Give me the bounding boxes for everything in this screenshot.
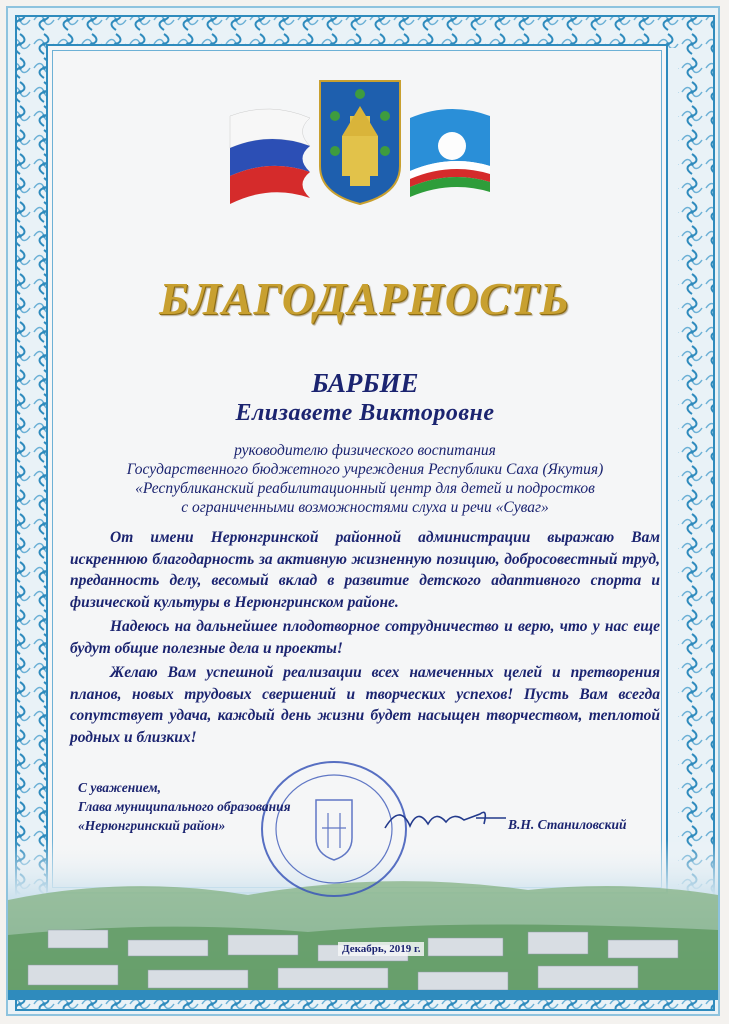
sakha-flag-icon bbox=[410, 109, 490, 197]
emblem-with-flags bbox=[210, 76, 510, 206]
position-line: «Республиканский реабилитационный центр для детей и подростков bbox=[135, 480, 595, 497]
recipient-position bbox=[70, 441, 660, 517]
recipient-name: Елизавете Викторовне bbox=[235, 400, 495, 426]
letter-body bbox=[70, 527, 660, 748]
document-title: БЛАГОДАРНОСТЬ bbox=[159, 273, 570, 324]
body-paragraph: От имени Нерюнгринской районной администрации выражаю Вам искреннюю благодарность за активную жизненную позицию, добросовестный труд, преданность делу, весомый вклад в развитие детского адаптивного спорта и физической культуры в Нерюнгринском районе. bbox=[70, 529, 660, 611]
position-line: руководителю физического воспитания bbox=[234, 442, 496, 459]
signature-line: Глава муниципального образования bbox=[78, 799, 291, 814]
russia-flag-icon bbox=[230, 109, 310, 204]
signature-line: «Нерюнгринский район» bbox=[78, 818, 226, 833]
body-paragraph: Надеюсь на дальнейшее плодотворное сотрудничество и верю, что у нас еще будут общие полезные дела и проекты! bbox=[70, 618, 660, 657]
body-paragraph: Желаю Вам успешной реализации всех намеченных целей и претворения планов, новых трудовых свершений и творческих успехов! Пусть Вам всегда сопутствует удача, каждый день жизни будет насыщен творчеством, теплотой родных и близких! bbox=[70, 664, 660, 746]
position-line: Государственного бюджетного учреждения Республики Саха (Якутия) bbox=[126, 461, 604, 478]
coat-of-arms-icon bbox=[320, 81, 400, 204]
signer-name: В.Н. Станиловский bbox=[508, 817, 627, 832]
signature-line: С уважением, bbox=[78, 780, 162, 795]
recipient-surname: БАРБИЕ bbox=[311, 368, 419, 398]
document-date: Декабрь, 2019 г. bbox=[338, 942, 424, 956]
position-line: с ограниченными возможностями слуха и речи «Суваг» bbox=[181, 499, 549, 516]
